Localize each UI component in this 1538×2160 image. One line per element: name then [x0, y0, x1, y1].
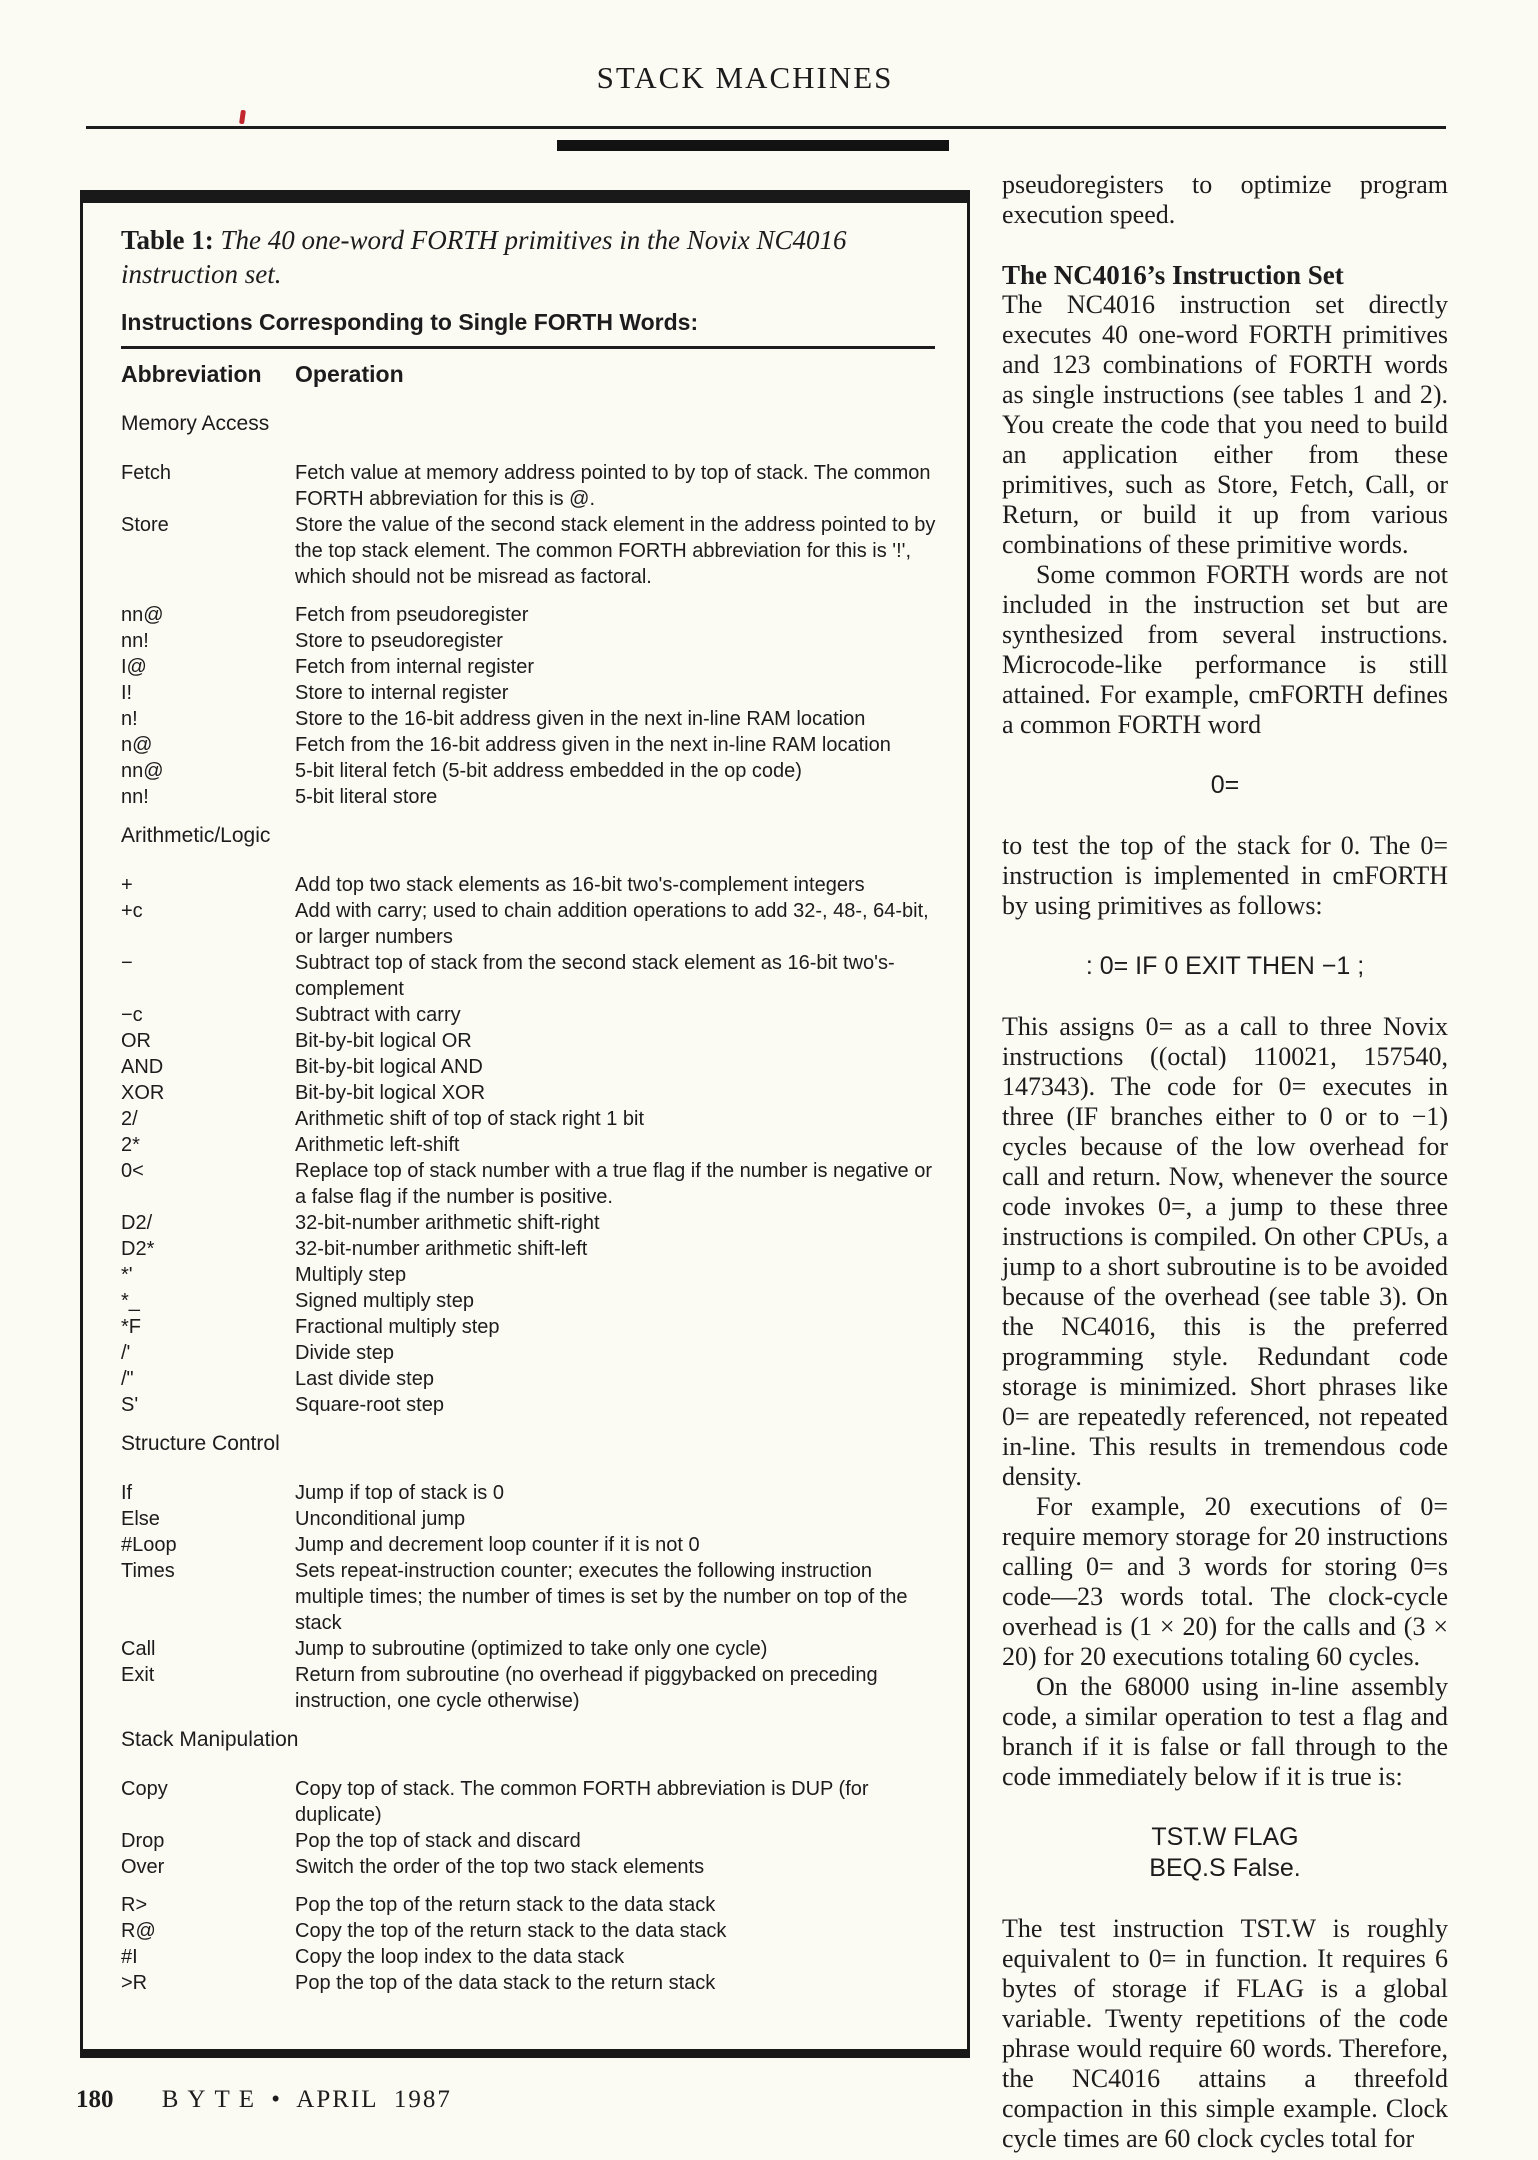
- table-row: [121, 1944, 945, 1970]
- abbreviation-cell: Times: [121, 1560, 175, 1582]
- article-paragraph: This assigns 0= as a call to three Novix instructions ((octal) 110021, 157540, 147343). The code for 0= executes in three (IF branches either to 0 or to −1) cycles because of the low overhead for call and return. Now, whenever the source code invokes 0=, a jump to these three instructions is compiled. On other CPUs, a jump to a short subroutine is to be avoided because of the overhead (see table 3). On the NC4016, this is the preferred programming style. Redundant code storage is minimized. Short phrases like 0= are repeatedly referenced, not repeated in-line. This results in tremendous code density.: [1002, 1012, 1448, 1491]
- table-row: [121, 1970, 945, 1996]
- code-line: TST.W FLAG: [1151, 1823, 1299, 1851]
- abbreviation-cell: *F: [121, 1316, 141, 1338]
- red-ink-mark: [239, 110, 246, 125]
- code-block: [1002, 770, 1448, 801]
- table-row: [121, 1210, 945, 1236]
- operation-cell: Add with carry; used to chain addition operations to add 32-, 48-, 64-bit, or larger numbers: [295, 900, 929, 948]
- table-row: [121, 1776, 945, 1828]
- abbreviation-cell: nn@: [121, 760, 164, 782]
- abbreviation-cell: /': [121, 1342, 131, 1364]
- abbreviation-cell: #Loop: [121, 1534, 177, 1556]
- table-row-group: [121, 1480, 945, 1714]
- abbreviation-cell: 0<: [121, 1160, 144, 1182]
- table-section-title: Stack Manipulation: [121, 1728, 299, 1751]
- abbreviation-cell: S': [121, 1394, 139, 1416]
- operation-cell: Pop the top of stack and discard: [295, 1830, 581, 1852]
- table-row: [121, 950, 945, 1002]
- table-row: [121, 1002, 945, 1028]
- article-paragraph: The NC4016 instruction set directly executes 40 one-word FORTH primitives and 123 combinations of FORTH words as single instructions (see tables 1 and 2). You create the code that you need to build an application either from these primitives, such as Store, Fetch, Call, or Return, or build it up from various combinations of these primitive words.: [1002, 290, 1448, 559]
- table-section-title: Memory Access: [121, 412, 270, 435]
- code-block: [1002, 1822, 1448, 1884]
- operation-header: Operation: [295, 361, 404, 387]
- operation-cell: Arithmetic shift of top of stack right 1 bit: [295, 1108, 645, 1130]
- abbreviation-cell: Copy: [121, 1778, 168, 1800]
- abbreviation-cell: D2*: [121, 1238, 155, 1260]
- table-row: [121, 1340, 945, 1366]
- abbreviation-cell: Store: [121, 514, 169, 536]
- abbreviation-cell: Exit: [121, 1664, 155, 1686]
- header-thick-bar: [557, 140, 949, 151]
- article-paragraph: to test the top of the stack for 0. The 0= instruction is implemented in cmFORTH by using primitives as follows:: [1002, 831, 1448, 920]
- operation-cell: Square-root step: [295, 1394, 444, 1416]
- abbreviation-cell: −: [121, 952, 133, 974]
- operation-cell: Fetch from pseudoregister: [295, 604, 529, 626]
- table-column-headers: [121, 361, 945, 388]
- operation-cell: Store to the 16-bit address given in the next in-line RAM location: [295, 708, 866, 730]
- table-row: [121, 654, 945, 680]
- operation-cell: Bit-by-bit logical XOR: [295, 1082, 486, 1104]
- table-row: [121, 1828, 945, 1854]
- article-paragraph: The test instruction TST.W is roughly equivalent to 0= in function. It requires 6 bytes of storage if FLAG is a global variable. Twenty repetitions of the code phrase would require 60 words. Therefore, the NC4016 attains a threefold compaction in this simple example. Clock cycle times are 60 clock cycles total for: [1002, 1914, 1448, 2153]
- code-line: 0=: [1210, 771, 1240, 799]
- table-row: [121, 1854, 945, 1880]
- table-row: [121, 1392, 945, 1418]
- table-row: [121, 1080, 945, 1106]
- abbreviation-cell: +: [121, 874, 133, 896]
- abbreviation-cell: Else: [121, 1508, 160, 1530]
- table-row: [121, 602, 945, 628]
- footer-bullet: •: [271, 2086, 281, 2113]
- abbreviation-cell: I@: [121, 656, 147, 678]
- table-1-box: [80, 190, 970, 2058]
- operation-cell: Multiply step: [295, 1264, 407, 1286]
- operation-cell: Bit-by-bit logical AND: [295, 1056, 483, 1078]
- table-section-title: Arithmetic/Logic: [121, 824, 271, 847]
- abbreviation-cell: nn@: [121, 604, 164, 626]
- abbreviation-cell: *_: [121, 1290, 140, 1312]
- table-row: [121, 872, 945, 898]
- abbreviation-cell: Fetch: [121, 462, 172, 484]
- article-paragraph: pseudoregisters to optimize program execution speed.: [1002, 170, 1448, 229]
- article-heading: The NC4016’s Instruction Set: [1002, 260, 1344, 290]
- table-section: [121, 1432, 945, 1714]
- operation-cell: 32-bit-number arithmetic shift-right: [295, 1212, 600, 1234]
- operation-cell: Store to pseudoregister: [295, 630, 503, 652]
- abbreviation-cell: If: [121, 1482, 133, 1504]
- table-row: [121, 784, 945, 810]
- table-row: [121, 1662, 945, 1714]
- abbreviation-cell: #I: [121, 1946, 138, 1968]
- abbreviation-header: Abbreviation: [121, 361, 262, 387]
- operation-cell: Return from subroutine (no overhead if piggybacked on preceding instruction, one cycle otherwise): [295, 1664, 878, 1712]
- table-row: [121, 1158, 945, 1210]
- operation-cell: Divide step: [295, 1342, 394, 1364]
- issue-date: APRIL 1987: [296, 2086, 452, 2113]
- table-caption: [121, 223, 853, 291]
- table-row: [121, 1558, 945, 1636]
- table-row: [121, 898, 945, 950]
- table-row: [121, 1236, 945, 1262]
- abbreviation-cell: Call: [121, 1638, 156, 1660]
- table-row: [121, 628, 945, 654]
- table-row: [121, 706, 945, 732]
- table-row: [121, 758, 945, 784]
- operation-cell: Switch the order of the top two stack elements: [295, 1856, 705, 1878]
- article-paragraph: For example, 20 executions of 0= require memory storage for 20 instructions calling 0= and 3 words for storing 0=s code—23 words total. The clock-cycle overhead is (1 × 20) for the calls and (3 × 20) for 20 executions totaling 60 cycles.: [1002, 1492, 1448, 1671]
- operation-cell: Sets repeat-instruction counter; executes the following instruction multiple times; the number of times is set by the number on top of the stack: [295, 1560, 908, 1634]
- table-section-title: Structure Control: [121, 1432, 280, 1455]
- table-section: [121, 1728, 945, 1996]
- table-sections: [121, 412, 945, 1996]
- table-row: [121, 1636, 945, 1662]
- operation-cell: Arithmetic left-shift: [295, 1134, 460, 1156]
- operation-cell: Store the value of the second stack element in the address pointed to by the top stack element. The common FORTH abbreviation for this is '!', which should not be misread as factoral.: [295, 514, 936, 588]
- operation-cell: Copy the loop index to the data stack: [295, 1946, 625, 1968]
- operation-cell: Fetch value at memory address pointed to by top of stack. The common FORTH abbreviation for this is @.: [295, 462, 931, 510]
- operation-cell: Bit-by-bit logical OR: [295, 1030, 472, 1052]
- table-row: [121, 1892, 945, 1918]
- table-row: [121, 460, 945, 512]
- abbreviation-cell: AND: [121, 1056, 164, 1078]
- table-row: [121, 680, 945, 706]
- operation-cell: Subtract with carry: [295, 1004, 461, 1026]
- code-line: BEQ.S False.: [1149, 1854, 1301, 1882]
- abbreviation-cell: D2/: [121, 1212, 153, 1234]
- abbreviation-cell: I!: [121, 682, 133, 704]
- operation-cell: Add top two stack elements as 16-bit two's-complement integers: [295, 874, 865, 896]
- abbreviation-cell: Over: [121, 1856, 165, 1878]
- abbreviation-cell: +c: [121, 900, 143, 922]
- operation-cell: Pop the top of the return stack to the data stack: [295, 1894, 716, 1916]
- abbreviation-cell: 2*: [121, 1134, 140, 1156]
- abbreviation-cell: >R: [121, 1972, 148, 1994]
- operation-cell: 5-bit literal store: [295, 786, 438, 808]
- abbreviation-cell: *': [121, 1264, 133, 1286]
- operation-cell: Replace top of stack number with a true flag if the number is negative or a false flag if the number is positive.: [295, 1160, 933, 1208]
- operation-cell: Signed multiply step: [295, 1290, 474, 1312]
- table-row: [121, 1366, 945, 1392]
- article-paragraph: Some common FORTH words are not included in the instruction set but are synthesized from several instructions. Microcode-like performance is still attained. For example, cmFORTH defines a common FORTH word: [1002, 560, 1448, 739]
- page-number: 180: [76, 2086, 114, 2113]
- table-section: [121, 824, 945, 1418]
- operation-cell: Fetch from internal register: [295, 656, 534, 678]
- running-head: STACK MACHINES: [596, 60, 894, 95]
- header-rule: [86, 126, 1446, 129]
- operation-cell: Unconditional jump: [295, 1508, 466, 1530]
- abbreviation-cell: R>: [121, 1894, 148, 1916]
- table-row: [121, 1480, 945, 1506]
- operation-cell: 32-bit-number arithmetic shift-left: [295, 1238, 588, 1260]
- operation-cell: Fetch from the 16-bit address given in the next in-line RAM location: [295, 734, 891, 756]
- magazine-name: BYTE: [161, 2086, 264, 2113]
- operation-cell: Jump to subroutine (optimized to take only one cycle): [295, 1638, 768, 1660]
- abbreviation-cell: /": [121, 1368, 134, 1390]
- table-row: [121, 1028, 945, 1054]
- operation-cell: Jump and decrement loop counter if it is not 0: [295, 1534, 700, 1556]
- abbreviation-cell: R@: [121, 1920, 156, 1942]
- operation-cell: Jump if top of stack is 0: [295, 1482, 504, 1504]
- table-row: [121, 1106, 945, 1132]
- table-caption-label: Table 1:: [121, 225, 214, 255]
- table-caption-text: The 40 one-word FORTH primitives in the Novix NC4016 instruction set.: [121, 225, 847, 289]
- operation-cell: Pop the top of the data stack to the return stack: [295, 1972, 716, 1994]
- table-subtitle: Instructions Corresponding to Single FORTH Words:: [121, 309, 699, 335]
- abbreviation-cell: −c: [121, 1004, 143, 1026]
- table-row-group: [121, 460, 945, 590]
- table-row: [121, 1054, 945, 1080]
- operation-cell: Copy top of stack. The common FORTH abbreviation is DUP (for duplicate): [295, 1778, 869, 1826]
- abbreviation-cell: n@: [121, 734, 153, 756]
- abbreviation-cell: OR: [121, 1030, 151, 1052]
- abbreviation-cell: n!: [121, 708, 138, 730]
- article-column: [1002, 170, 1448, 2154]
- table-row: [121, 1532, 945, 1558]
- abbreviation-cell: XOR: [121, 1082, 165, 1104]
- table-row-group: [121, 1776, 945, 1880]
- table-row: [121, 1262, 945, 1288]
- operation-cell: Store to internal register: [295, 682, 509, 704]
- table-row: [121, 732, 945, 758]
- abbreviation-cell: nn!: [121, 630, 149, 652]
- code-block: [1002, 951, 1448, 982]
- table-row: [121, 512, 945, 590]
- table-row-group: [121, 602, 945, 810]
- table-row: [121, 1132, 945, 1158]
- table-rule: [121, 346, 935, 349]
- operation-cell: Subtract top of stack from the second stack element as 16-bit two's-complement: [295, 952, 895, 1000]
- table-row-group: [121, 872, 945, 1418]
- operation-cell: Last divide step: [295, 1368, 434, 1390]
- table-section: [121, 412, 945, 810]
- table-row: [121, 1506, 945, 1532]
- operation-cell: Fractional multiply step: [295, 1316, 500, 1338]
- abbreviation-cell: 2/: [121, 1108, 138, 1130]
- abbreviation-cell: Drop: [121, 1830, 165, 1852]
- table-row: [121, 1288, 945, 1314]
- table-row: [121, 1314, 945, 1340]
- page-footer: [76, 2086, 452, 2114]
- operation-cell: Copy the top of the return stack to the data stack: [295, 1920, 727, 1942]
- table-row-group: [121, 1892, 945, 1996]
- table-row: [121, 1918, 945, 1944]
- code-line: : 0= IF 0 EXIT THEN −1 ;: [1085, 952, 1365, 980]
- article-paragraph: On the 68000 using in-line assembly code, a similar operation to test a flag and branch if it is false or fall through to the code immediately below if it is true is:: [1002, 1672, 1448, 1791]
- operation-cell: 5-bit literal fetch (5-bit address embedded in the op code): [295, 760, 802, 782]
- abbreviation-cell: nn!: [121, 786, 149, 808]
